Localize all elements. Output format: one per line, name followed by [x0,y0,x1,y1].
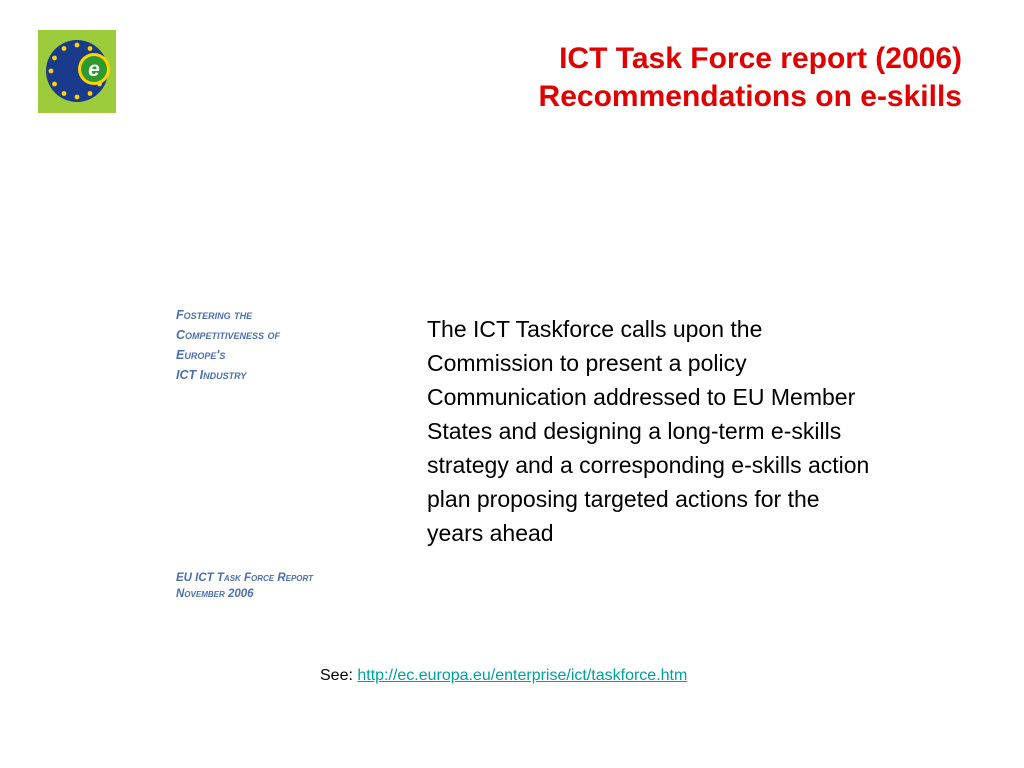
cover-report-line: November 2006 [176,588,254,600]
body-line: States and designing a long-term e-skills [427,418,842,444]
taskforce-link[interactable]: http://ec.europa.eu/enterprise/ict/taskforce.htm [357,667,688,684]
cover-report-line: EU ICT Task Force Report [176,572,314,584]
body-line: plan proposing targeted actions for the [427,486,820,512]
see-label: See: [320,667,358,684]
body-line: strategy and a corresponding e-skills action [427,452,870,478]
cover-title [176,305,406,385]
report-cover [176,305,406,385]
body-line: The ICT Taskforce calls upon the [427,316,763,342]
cover-title-line: ICT Industry [176,368,247,382]
logo-letter: e [88,58,100,81]
eu-e-skills-logo-icon [38,30,116,113]
body-line: Communication addressed to EU Member [427,384,856,410]
body-line: Commission to present a policy [427,350,747,376]
cover-title-line: Fostering the [176,308,253,322]
recommendation-text [427,312,987,550]
cover-title-line: Europe's [176,348,226,362]
title-line-2: Recommendations on e-skills [538,80,962,113]
cover-title-line: Competitiveness of [176,328,281,342]
cover-report-label [176,570,313,602]
slide-title [539,40,962,116]
body-line: years ahead [427,520,554,546]
see-reference [320,666,687,686]
title-line-1: ICT Task Force report (2006) [559,42,962,75]
